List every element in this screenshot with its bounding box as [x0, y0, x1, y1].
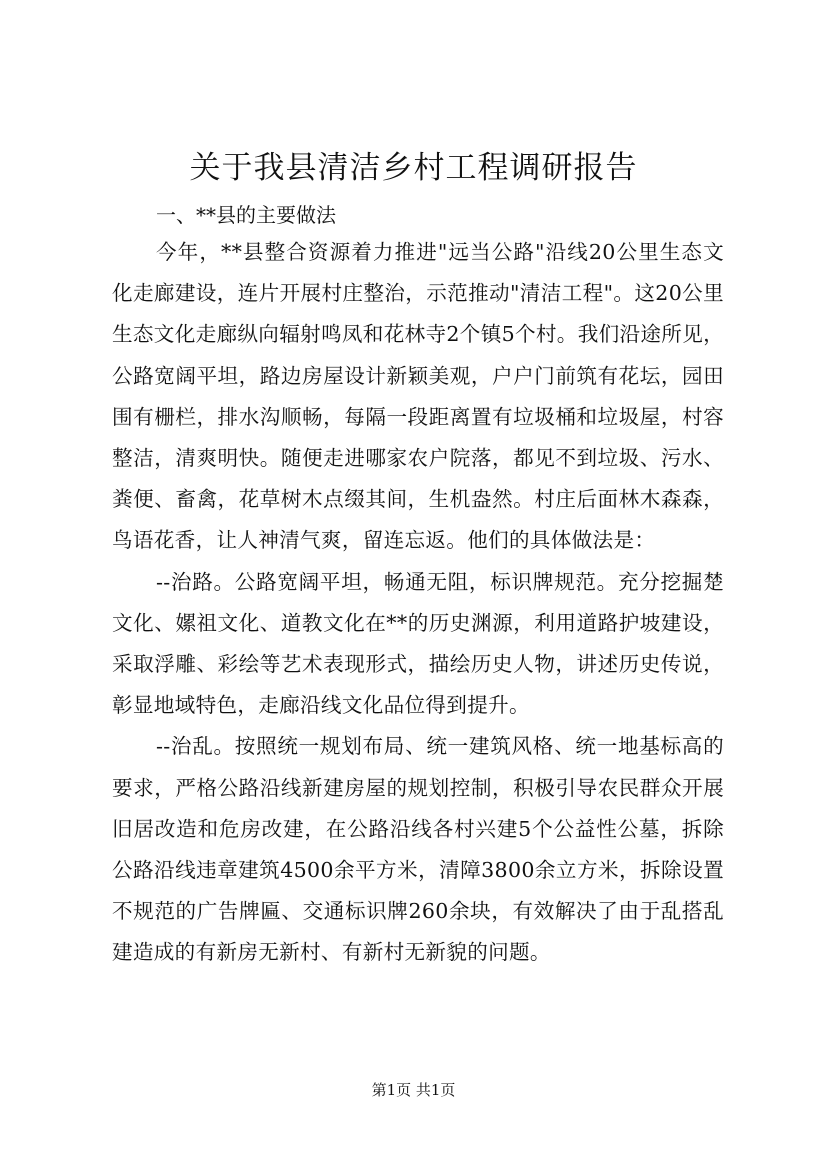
document-title: 关于我县清洁乡村工程调研报告	[189, 150, 638, 186]
section-heading: 一、**县的主要做法	[156, 203, 336, 227]
page-footer: 第1页 共1页	[371, 1081, 456, 1099]
document-body	[112, 200, 724, 974]
paragraph-disorder: --治乱。按照统一规划布局、统一建筑风格、统一地基标高的要求，严格公路沿线新建房屋的规划控制，积极引导农民群众开展旧居改造和危房改建，在公路沿线各村兴建5个公益性公墓，拆除公路沿线违章建筑4500余平方米，清障3800余立方米，拆除设置不规范的广告牌匾、交通标识牌260余块，有效解决了由于乱搭乱建造成的有新房无新村、有新村无新貌的问题。	[112, 734, 724, 965]
paragraph-road: --治路。公路宽阔平坦，畅通无阻，标识牌规范。充分挖掘楚文化、嫘祖文化、道教文化在**的历史渊源，利用道路护坡建设，采取浮雕、彩绘等艺术表现形式，描绘历史人物，讲述历史传说，彰显地域特色，走廊沿线文化品位得到提升。	[112, 569, 724, 718]
paragraph-intro: 今年，**县整合资源着力推进"远当公路"沿线20公里生态文化走廊建设，连片开展村庄整治，示范推动"清洁工程"。这20公里生态文化走廊纵向辐射鸣凤和花林寺2个镇5个村。我们沿途所见，公路宽阔平坦，路边房屋设计新颖美观，户户门前筑有花坛，园田围有栅栏，排水沟顺畅，每隔一段距离置有垃圾桶和垃圾屋，村容整洁，清爽明快。随便走进哪家农户院落，都见不到垃圾、污水、粪便、畜禽，花草树木点缀其间，生机盎然。村庄后面林木森森，鸟语花香，让人神清气爽，留连忘返。他们的具体做法是：	[112, 240, 724, 553]
